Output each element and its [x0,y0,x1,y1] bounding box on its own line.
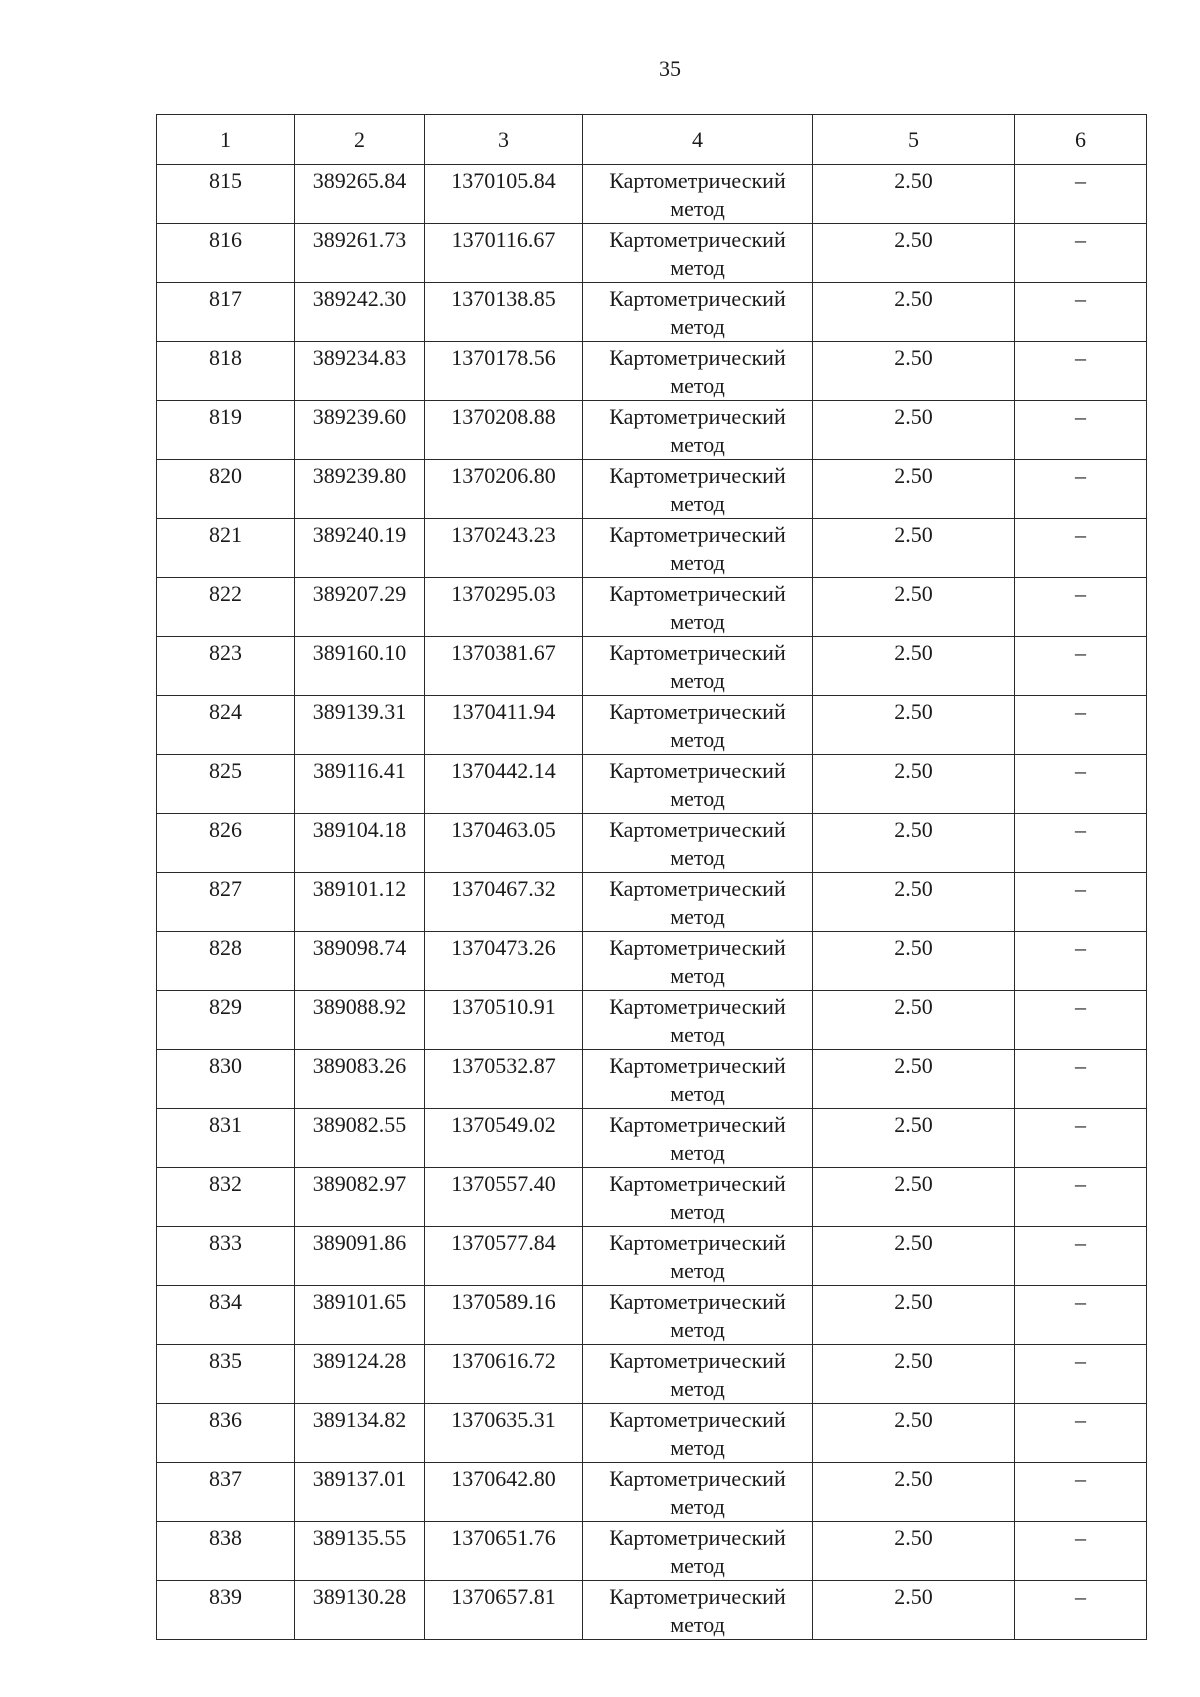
table-row [157,460,1147,519]
accuracy-cell: 2.50 [813,224,1015,283]
table-row [157,1286,1147,1345]
table-row [157,637,1147,696]
y-coordinate-cell: 1370138.85 [425,283,583,342]
table-row [157,1581,1147,1640]
table-row [157,991,1147,1050]
x-coordinate-cell: 389088.92 [295,991,425,1050]
accuracy-cell: 2.50 [813,1227,1015,1286]
accuracy-cell: 2.50 [813,1345,1015,1404]
y-coordinate-cell: 1370178.56 [425,342,583,401]
note-cell: – [1015,283,1147,342]
x-coordinate-cell: 389261.73 [295,224,425,283]
accuracy-cell: 2.50 [813,1522,1015,1581]
x-coordinate-cell: 389242.30 [295,283,425,342]
column-header: 6 [1015,115,1147,165]
accuracy-cell: 2.50 [813,1286,1015,1345]
method-cell: Картометрический метод [583,342,813,401]
point-number-cell: 826 [157,814,295,873]
table-row [157,165,1147,224]
method-cell: Картометрический метод [583,1345,813,1404]
y-coordinate-cell: 1370105.84 [425,165,583,224]
x-coordinate-cell: 389082.97 [295,1168,425,1227]
y-coordinate-cell: 1370295.03 [425,578,583,637]
note-cell: – [1015,991,1147,1050]
x-coordinate-cell: 389160.10 [295,637,425,696]
point-number-cell: 818 [157,342,295,401]
x-coordinate-cell: 389134.82 [295,1404,425,1463]
method-cell: Картометрический метод [583,224,813,283]
method-cell: Картометрический метод [583,460,813,519]
method-cell: Картометрический метод [583,755,813,814]
method-cell: Картометрический метод [583,1522,813,1581]
point-number-cell: 839 [157,1581,295,1640]
method-cell: Картометрический метод [583,1168,813,1227]
method-cell: Картометрический метод [583,401,813,460]
x-coordinate-cell: 389101.12 [295,873,425,932]
note-cell: – [1015,460,1147,519]
method-cell: Картометрический метод [583,283,813,342]
x-coordinate-cell: 389098.74 [295,932,425,991]
point-number-cell: 821 [157,519,295,578]
accuracy-cell: 2.50 [813,873,1015,932]
method-cell: Картометрический метод [583,1050,813,1109]
method-cell: Картометрический метод [583,814,813,873]
note-cell: – [1015,1404,1147,1463]
x-coordinate-cell: 389240.19 [295,519,425,578]
point-number-cell: 829 [157,991,295,1050]
note-cell: – [1015,519,1147,578]
point-number-cell: 822 [157,578,295,637]
column-header: 2 [295,115,425,165]
y-coordinate-cell: 1370651.76 [425,1522,583,1581]
x-coordinate-cell: 389083.26 [295,1050,425,1109]
accuracy-cell: 2.50 [813,991,1015,1050]
accuracy-cell: 2.50 [813,165,1015,224]
table-row [157,1345,1147,1404]
y-coordinate-cell: 1370532.87 [425,1050,583,1109]
y-coordinate-cell: 1370589.16 [425,1286,583,1345]
note-cell: – [1015,1522,1147,1581]
x-coordinate-cell: 389124.28 [295,1345,425,1404]
note-cell: – [1015,578,1147,637]
note-cell: – [1015,224,1147,283]
method-cell: Картометрический метод [583,1286,813,1345]
accuracy-cell: 2.50 [813,1050,1015,1109]
note-cell: – [1015,1227,1147,1286]
note-cell: – [1015,401,1147,460]
note-cell: – [1015,1463,1147,1522]
y-coordinate-cell: 1370381.67 [425,637,583,696]
table-row [157,401,1147,460]
table-row [157,1050,1147,1109]
table-row [157,519,1147,578]
point-number-cell: 838 [157,1522,295,1581]
accuracy-cell: 2.50 [813,637,1015,696]
x-coordinate-cell: 389234.83 [295,342,425,401]
accuracy-cell: 2.50 [813,1168,1015,1227]
column-header: 3 [425,115,583,165]
accuracy-cell: 2.50 [813,460,1015,519]
method-cell: Картометрический метод [583,932,813,991]
note-cell: – [1015,696,1147,755]
y-coordinate-cell: 1370510.91 [425,991,583,1050]
point-number-cell: 836 [157,1404,295,1463]
x-coordinate-cell: 389101.65 [295,1286,425,1345]
x-coordinate-cell: 389207.29 [295,578,425,637]
point-number-cell: 837 [157,1463,295,1522]
table-body [157,165,1147,1640]
point-number-cell: 819 [157,401,295,460]
x-coordinate-cell: 389116.41 [295,755,425,814]
y-coordinate-cell: 1370616.72 [425,1345,583,1404]
y-coordinate-cell: 1370208.88 [425,401,583,460]
accuracy-cell: 2.50 [813,814,1015,873]
method-cell: Картометрический метод [583,1109,813,1168]
point-number-cell: 817 [157,283,295,342]
accuracy-cell: 2.50 [813,755,1015,814]
x-coordinate-cell: 389265.84 [295,165,425,224]
x-coordinate-cell: 389239.80 [295,460,425,519]
method-cell: Картометрический метод [583,873,813,932]
table-row [157,224,1147,283]
method-cell: Картометрический метод [583,165,813,224]
method-cell: Картометрический метод [583,991,813,1050]
note-cell: – [1015,637,1147,696]
y-coordinate-cell: 1370116.67 [425,224,583,283]
point-number-cell: 834 [157,1286,295,1345]
y-coordinate-cell: 1370557.40 [425,1168,583,1227]
accuracy-cell: 2.50 [813,696,1015,755]
x-coordinate-cell: 389082.55 [295,1109,425,1168]
y-coordinate-cell: 1370473.26 [425,932,583,991]
table-row [157,1463,1147,1522]
y-coordinate-cell: 1370467.32 [425,873,583,932]
method-cell: Картометрический метод [583,637,813,696]
method-cell: Картометрический метод [583,578,813,637]
x-coordinate-cell: 389091.86 [295,1227,425,1286]
y-coordinate-cell: 1370463.05 [425,814,583,873]
note-cell: – [1015,1286,1147,1345]
table-row [157,755,1147,814]
note-cell: – [1015,873,1147,932]
point-number-cell: 815 [157,165,295,224]
note-cell: – [1015,814,1147,873]
y-coordinate-cell: 1370577.84 [425,1227,583,1286]
accuracy-cell: 2.50 [813,1404,1015,1463]
table-header-row [157,115,1147,165]
note-cell: – [1015,1109,1147,1168]
point-number-cell: 828 [157,932,295,991]
accuracy-cell: 2.50 [813,401,1015,460]
accuracy-cell: 2.50 [813,1463,1015,1522]
point-number-cell: 832 [157,1168,295,1227]
column-header: 5 [813,115,1015,165]
accuracy-cell: 2.50 [813,932,1015,991]
table-row [157,696,1147,755]
method-cell: Картометрический метод [583,1463,813,1522]
note-cell: – [1015,342,1147,401]
column-header: 1 [157,115,295,165]
x-coordinate-cell: 389139.31 [295,696,425,755]
y-coordinate-cell: 1370411.94 [425,696,583,755]
accuracy-cell: 2.50 [813,519,1015,578]
table-row [157,1109,1147,1168]
note-cell: – [1015,1168,1147,1227]
accuracy-cell: 2.50 [813,1109,1015,1168]
method-cell: Картометрический метод [583,1404,813,1463]
point-number-cell: 824 [157,696,295,755]
table-row [157,1404,1147,1463]
y-coordinate-cell: 1370635.31 [425,1404,583,1463]
method-cell: Картометрический метод [583,1227,813,1286]
point-number-cell: 831 [157,1109,295,1168]
x-coordinate-cell: 389135.55 [295,1522,425,1581]
x-coordinate-cell: 389239.60 [295,401,425,460]
point-number-cell: 833 [157,1227,295,1286]
note-cell: – [1015,1050,1147,1109]
coordinates-table [156,114,1147,1640]
note-cell: – [1015,1581,1147,1640]
method-cell: Картометрический метод [583,519,813,578]
method-cell: Картометрический метод [583,696,813,755]
table-row [157,1522,1147,1581]
y-coordinate-cell: 1370549.02 [425,1109,583,1168]
table-row [157,578,1147,637]
point-number-cell: 816 [157,224,295,283]
page-number: 35 [659,56,681,81]
method-cell: Картометрический метод [583,1581,813,1640]
point-number-cell: 820 [157,460,295,519]
note-cell: – [1015,1345,1147,1404]
y-coordinate-cell: 1370243.23 [425,519,583,578]
note-cell: – [1015,932,1147,991]
accuracy-cell: 2.50 [813,283,1015,342]
table-row [157,932,1147,991]
point-number-cell: 835 [157,1345,295,1404]
accuracy-cell: 2.50 [813,578,1015,637]
point-number-cell: 825 [157,755,295,814]
table-row [157,1227,1147,1286]
y-coordinate-cell: 1370442.14 [425,755,583,814]
accuracy-cell: 2.50 [813,342,1015,401]
table-row [157,814,1147,873]
table-row [157,873,1147,932]
y-coordinate-cell: 1370206.80 [425,460,583,519]
column-header: 4 [583,115,813,165]
y-coordinate-cell: 1370657.81 [425,1581,583,1640]
accuracy-cell: 2.50 [813,1581,1015,1640]
x-coordinate-cell: 389137.01 [295,1463,425,1522]
point-number-cell: 823 [157,637,295,696]
y-coordinate-cell: 1370642.80 [425,1463,583,1522]
note-cell: – [1015,755,1147,814]
table-row [157,342,1147,401]
point-number-cell: 830 [157,1050,295,1109]
x-coordinate-cell: 389104.18 [295,814,425,873]
point-number-cell: 827 [157,873,295,932]
note-cell: – [1015,165,1147,224]
x-coordinate-cell: 389130.28 [295,1581,425,1640]
table-row [157,283,1147,342]
table-row [157,1168,1147,1227]
